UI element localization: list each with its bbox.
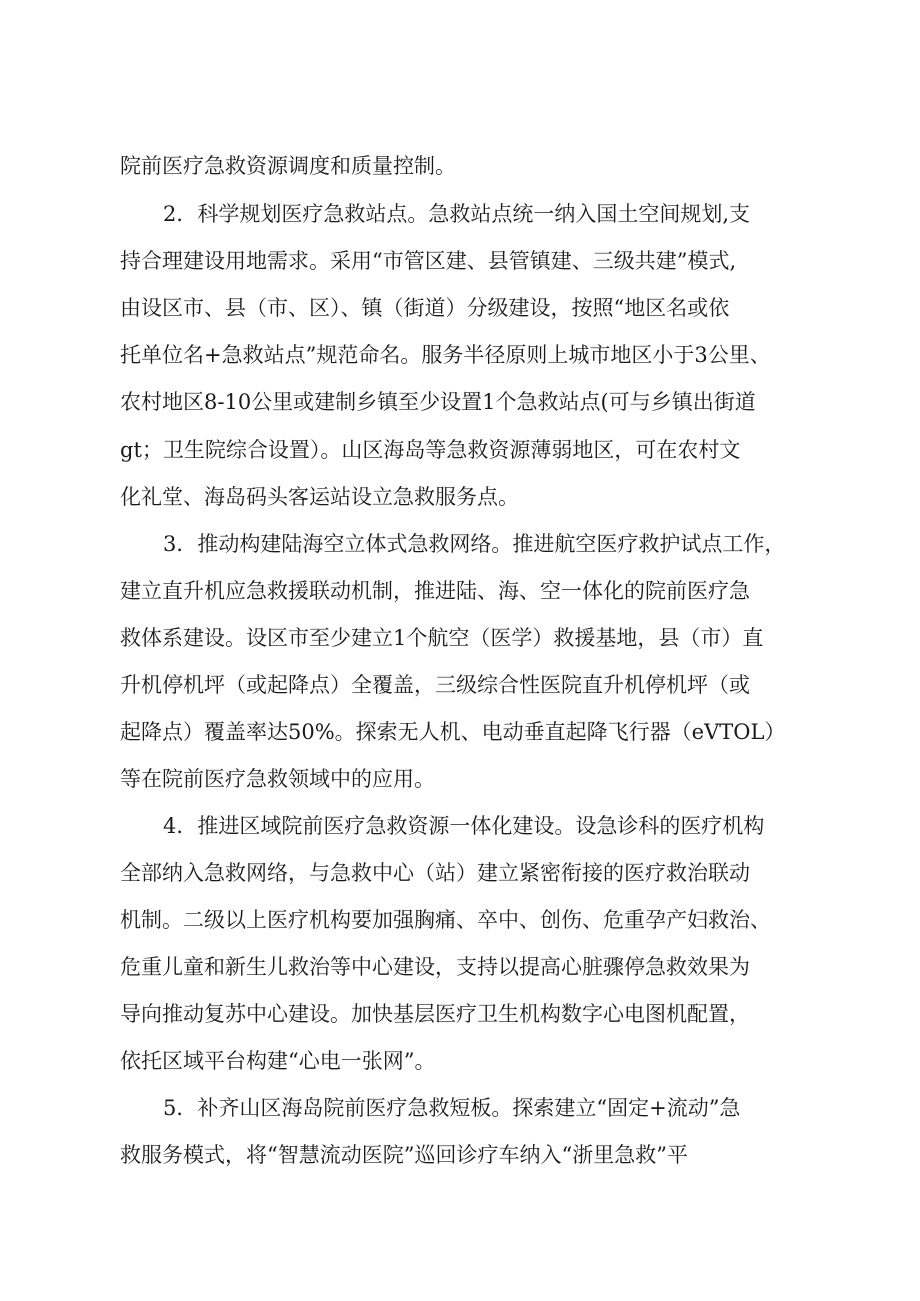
- text-line: 依托区域平台构建“心电一张网”。: [120, 1049, 436, 1073]
- text-line: 持合理建设用地需求。采用“市管区建、县管镇建、三级共建”模式,: [120, 249, 737, 273]
- text-line: 化礼堂、海岛码头客运站设立急救服务点。: [120, 485, 519, 509]
- text-line: 2．科学规划医疗急救站点。急救站点统一纳入国土空间规划,支: [163, 202, 751, 226]
- text-line: 救体系建设。设区市至少建立1个航空（医学）救援基地，县（市）直: [120, 626, 764, 650]
- text-line: gt；卫生院综合设置）。山区海岛等急救资源薄弱地区，可在农村文: [120, 438, 741, 462]
- text-line: 起降点）覆盖率达50%。探索无人机、电动垂直起降飞行器（eVTOL）: [120, 720, 786, 744]
- text-line: 升机停机坪（或起降点）全覆盖，三级综合性医院直升机停机坪（或: [120, 673, 750, 697]
- text-line: 5．补齐山区海岛院前医疗急救短板。探索建立“固定+流动”急: [163, 1096, 741, 1120]
- text-line: 等在院前医疗急救领域中的应用。: [120, 767, 435, 791]
- text-line: 由设区市、县（市、区）、镇（街道）分级建设，按照“地区名或依: [120, 296, 730, 320]
- text-line: 4．推进区域院前医疗急救资源一体化建设。设急诊科的医疗机构: [163, 814, 765, 838]
- text-line: 建立直升机应急救援联动机制，推进陆、海、空一体化的院前医疗急: [120, 579, 750, 603]
- text-line: 导向推动复苏中心建设。加快基层医疗卫生机构数字心电图机配置，: [120, 1002, 750, 1026]
- text-line: 农村地区8-10公里或建制乡镇至少设置1个急救站点(可与乡镇出街道: [120, 390, 756, 414]
- text-line: 院前医疗急救资源调度和质量控制。: [120, 154, 456, 178]
- text-line: 救服务模式，将“智慧流动医院”巡回诊疗车纳入“浙里急救”平: [120, 1143, 688, 1167]
- text-line: 3．推动构建陆海空立体式急救网络。推进航空医疗救护试点工作，: [163, 532, 786, 556]
- text-line: 机制。二级以上医疗机构要加强胸痛、卒中、创伤、危重孕产妇救治、: [120, 908, 771, 932]
- text-line: 危重儿童和新生儿救治等中心建设，支持以提高心脏骤停急救效果为: [120, 955, 750, 979]
- text-line: 全部纳入急救网络，与急救中心（站）建立紧密衔接的医疗救治联动: [120, 861, 750, 885]
- text-line: 托单位名+急救站点”规范命名。服务半径原则上城市地区小于3公里、: [120, 343, 771, 367]
